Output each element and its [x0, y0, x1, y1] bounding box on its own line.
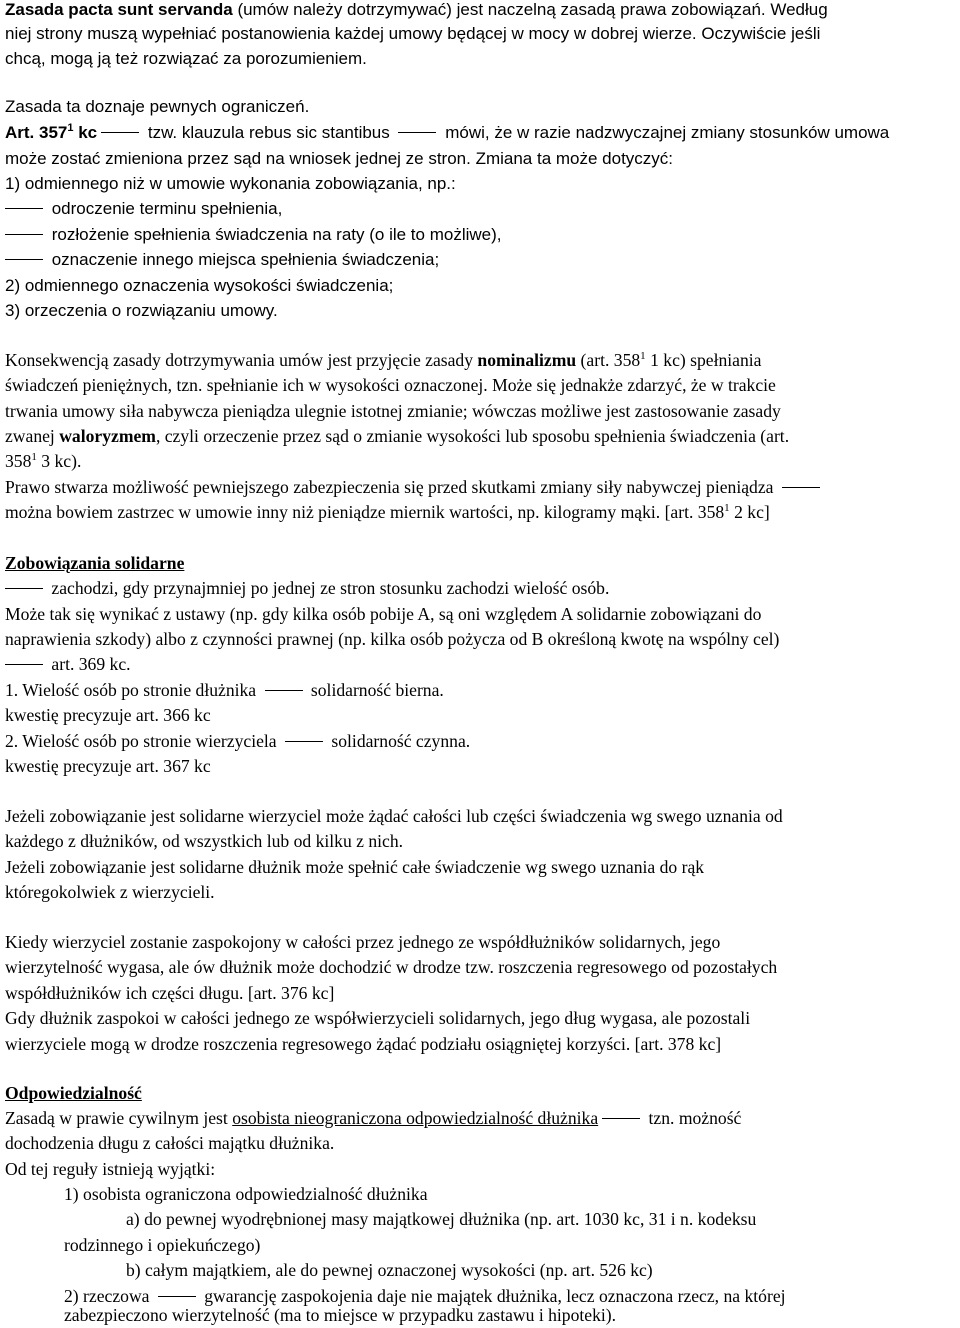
s3-line-4	[5, 654, 131, 675]
heading-zobowiazania-solidarne: Zobowiązania solidarne	[5, 553, 185, 573]
s2-text: 358	[5, 451, 32, 471]
s2-line-7	[5, 502, 770, 523]
s1-line-1-text: (umów należy dotrzymywać) jest naczelną zasadą prawa zobowiązań. Według	[232, 0, 828, 19]
s3-text: art. 369 kc.	[47, 654, 131, 674]
klauzula-text: tzw. klauzula rebus sic stantibus	[143, 123, 395, 142]
s5-line-1: Kiedy wierzyciel zostanie zaspokojony w całości przez jednego ze współdłużników solidarnych, jego	[5, 932, 721, 952]
s1-dash-item-1	[5, 199, 282, 219]
s6-text: Zasadą w prawie cywilnym jest	[5, 1108, 233, 1128]
s2-text: 1 kc) spełniania	[645, 350, 762, 370]
s6-text: 2) rzeczowa	[64, 1286, 154, 1306]
s3-line-2: Może tak się wynikać z ustawy (np. gdy kilka osób pobije A, są oni względem A solidarnie zobowiązani do	[5, 604, 762, 624]
s3-text: 1. Wielość osób po stronie dłużnika	[5, 680, 261, 700]
s6-line-1	[5, 1108, 741, 1129]
s2-text: Konsekwencją zasady dotrzymywania umów jest przyjęcie zasady	[5, 350, 478, 370]
s3-text: solidarność czynna.	[327, 731, 471, 751]
s3-line-3: naprawienia szkody) albo z czynności prawnej (np. kilka osób pożycza od B określoną kwotę na wspólny cel)	[5, 629, 780, 649]
s2-line-6	[5, 477, 824, 498]
s2-line-5	[5, 451, 81, 472]
s1-line-5	[5, 123, 889, 143]
s2-text: , czyli orzeczenie przez sąd o zmianie wysokości lub sposobu spełnienia świadczenia (art.	[155, 426, 790, 446]
s6-line-7: b) całym majątkiem, ale do pewnej oznaczonej wysokości (np. art. 526 kc)	[126, 1260, 653, 1280]
s6-line-8	[64, 1286, 786, 1307]
s6-text: gwarancję zaspokojenia daje nie majątek dłużnika, lecz oznaczona rzecz, na której	[199, 1286, 786, 1306]
s6-line-6: rodzinnego i opiekuńczego)	[64, 1235, 261, 1255]
s2-text: (art. 358	[576, 350, 641, 370]
dash	[602, 1118, 640, 1119]
s4-line-2: każdego z dłużników, od wszystkich lub od kilku z nich.	[5, 831, 404, 851]
s5-line-5: wierzyciele mogą w drodze roszczenia regresowego żądać podziału osiągniętej korzyści. [art. 378 kc]	[5, 1034, 722, 1054]
s6-line-9: zabezpieczono wierzytelność (ma to miejsce w przypadku zastawu i hipoteki).	[64, 1305, 617, 1325]
s1-line-6: może zostać zmieniona przez sąd na wniosek jednej ze stron. Zmiana ta może dotyczyć:	[5, 149, 674, 168]
s2-text: zwanej	[5, 426, 60, 446]
s2-text: 2 kc]	[729, 502, 770, 522]
superscript: 1	[31, 451, 37, 463]
s1-line-4: Zasada ta doznaje pewnych ograniczeń.	[5, 97, 310, 116]
dash	[5, 664, 43, 665]
s3-line-6: kwestię precyzuje art. 366 kc	[5, 705, 211, 725]
dash	[398, 132, 436, 133]
art-357-kc: kc	[73, 123, 98, 142]
s3-line-8: kwestię precyzuje art. 367 kc	[5, 756, 211, 776]
s5-line-2: wierzytelność wygasa, ale ów dłużnik może dochodzić w drodze tzw. roszczenia regresowego od pozostałych	[5, 957, 778, 977]
s3-line-1	[5, 578, 609, 599]
s1-line-3: chcą, mogą ją też rozwiązać za porozumieniem.	[5, 49, 367, 68]
waloryzm: waloryzmem	[59, 426, 156, 446]
s2-text: 3 kc).	[36, 451, 82, 471]
s6-line-2: dochodzenia długu z całości majątku dłużnika.	[5, 1133, 335, 1153]
s3-text: solidarność bierna.	[306, 680, 444, 700]
s3-line-5	[5, 680, 444, 701]
s1-line-9: 3) orzeczenia o rozwiązaniu umowy.	[5, 301, 278, 320]
s1-line-8: 2) odmiennego oznaczenia wysokości świadczenia;	[5, 276, 394, 295]
dash	[265, 690, 303, 691]
s2-line-2: świadczeń pieniężnych, tzn. spełnianie ich w wysokości oznaczonej. Może się jednakże zdarzyć, że w trakcie	[5, 375, 776, 395]
superscript: 1	[640, 350, 646, 362]
s1-line-5-end: mówi, że w razie nadzwyczajnej zmiany stosunków umowa	[440, 123, 890, 142]
s2-text: można bowiem zastrzec w umowie inny niż pieniądze miernik wartości, np. kilogramy mąki. [art. 358	[5, 502, 725, 522]
dash	[5, 259, 43, 260]
s6-line-5: a) do pewnej wyodrębnionej masy majątkowej dłużnika (np. art. 1030 kc, 31 i n. kodeksu	[126, 1209, 757, 1229]
dash	[158, 1296, 196, 1297]
s4-line-3: Jeżeli zobowiązanie jest solidarne dłużnik może spełnić całe świadczenie wg swego uznania do rąk	[5, 857, 705, 877]
s1-dash-item-2	[5, 225, 502, 245]
s4-line-4: któregokolwiek z wierzycieli.	[5, 882, 215, 902]
dash	[782, 487, 820, 488]
s3-text: zachodzi, gdy przynajmniej po jednej ze stron stosunku zachodzi wielość osób.	[47, 578, 610, 598]
s2-line-3: trwania umowy siła nabywcza pieniądza ulegnie istotnej zmianie; wówczas możliwe jest zastosowanie zasady	[5, 401, 781, 421]
art-357: Art. 357	[5, 123, 68, 142]
dash	[285, 741, 323, 742]
dash-item-text: oznaczenie innego miejsca spełnienia świadczenia;	[47, 250, 440, 269]
s6-line-3: Od tej reguły istnieją wyjątki:	[5, 1159, 216, 1179]
s1-line-2: niej strony muszą wypełniać postanowienia każdej umowy będącej w mocy w dobrej wierze. Oczywiście jeśli	[5, 24, 821, 43]
s1-line-7: 1) odmiennego niż w umowie wykonania zobowiązania, np.:	[5, 174, 456, 193]
dash-item-text: odroczenie terminu spełnienia,	[47, 199, 283, 218]
dash	[5, 234, 43, 235]
s2-line-4	[5, 426, 789, 447]
dash	[5, 208, 43, 209]
s6-text: tzn. możność	[644, 1108, 742, 1128]
art-357-sup: 1	[67, 122, 74, 134]
s4-line-1: Jeżeli zobowiązanie jest solidarne wierzyciel może żądać całości lub części świadczenia wg swego uznania od	[5, 806, 783, 826]
pacta-sunt-servanda: Zasada pacta sunt servanda	[5, 0, 233, 19]
underlined-phrase: osobista nieograniczona odpowiedzialność dłużnika	[232, 1108, 599, 1128]
dash	[101, 132, 139, 133]
s3-text: 2. Wielość osób po stronie wierzyciela	[5, 731, 281, 751]
s1-line-1	[5, 0, 828, 20]
dash-item-text: rozłożenie spełnienia świadczenia na raty (o ile to możliwe),	[47, 225, 502, 244]
dash	[5, 588, 43, 589]
s2-line-1	[5, 350, 761, 371]
s1-dash-item-3	[5, 250, 439, 270]
s3-line-7	[5, 731, 470, 752]
heading-odpowiedzialnosc: Odpowiedzialność	[5, 1083, 142, 1103]
nominalizm: nominalizmu	[477, 350, 577, 370]
s5-line-3: współdłużników ich części długu. [art. 376 kc]	[5, 983, 335, 1003]
superscript: 1	[724, 502, 730, 514]
s2-text: Prawo stwarza możliwość pewniejszego zabezpieczenia się przed skutkami zmiany siły nabywczej pieniądza	[5, 477, 778, 497]
s6-line-4: 1) osobista ograniczona odpowiedzialność dłużnika	[64, 1184, 428, 1204]
s5-line-4: Gdy dłużnik zaspokoi w całości jednego ze współwierzycieli solidarnych, jego dług wygasa, ale pozostali	[5, 1008, 751, 1028]
